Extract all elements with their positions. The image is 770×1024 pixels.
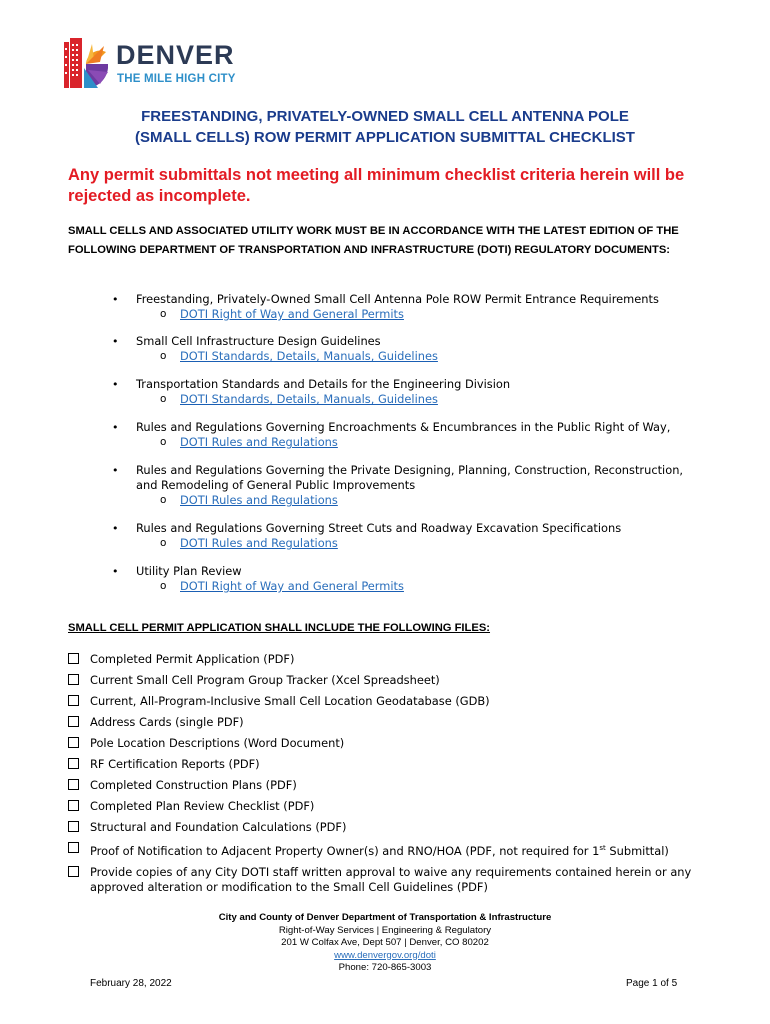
list-item bbox=[108, 292, 708, 322]
files-heading: SMALL CELL PERMIT APPLICATION SHALL INCLUDE THE FOLLOWING FILES: bbox=[68, 622, 491, 634]
checkbox-icon[interactable] bbox=[68, 779, 79, 790]
circle-bullet-icon: o bbox=[160, 537, 167, 549]
checklist-item-label: Pole Location Descriptions (Word Document) bbox=[90, 736, 345, 750]
checkbox-icon[interactable] bbox=[68, 674, 79, 685]
logo-city-name: DENVER bbox=[116, 40, 235, 70]
required-files-checklist bbox=[68, 652, 708, 901]
bullet-icon: • bbox=[112, 565, 119, 578]
denver-logo-mark-icon bbox=[64, 38, 108, 92]
regulation-sublink bbox=[136, 536, 708, 551]
checklist-item bbox=[68, 865, 708, 895]
checklist-item-label: Current, All-Program-Inclusive Small Cell Location Geodatabase (GDB) bbox=[90, 694, 490, 708]
checklist-item bbox=[68, 757, 708, 772]
regulation-title: Freestanding, Privately-Owned Small Cell Antenna Pole ROW Permit Entrance Requirements bbox=[136, 292, 659, 306]
checklist-item bbox=[68, 715, 708, 730]
checkbox-icon[interactable] bbox=[68, 695, 79, 706]
document-title bbox=[60, 106, 710, 148]
checklist-item-label: Structural and Foundation Calculations (PDF) bbox=[90, 820, 347, 834]
circle-bullet-icon: o bbox=[160, 308, 167, 320]
regulation-title: Utility Plan Review bbox=[136, 564, 242, 578]
document-date: February 28, 2022 bbox=[90, 978, 172, 989]
regulation-title: Rules and Regulations Governing Street Cuts and Roadway Excavation Specifications bbox=[136, 521, 622, 535]
regulation-title: Rules and Regulations Governing the Private Designing, Planning, Construction, Reconstruction, and Remodeling of General Public Improvements bbox=[136, 463, 684, 492]
list-item bbox=[108, 463, 708, 508]
checkbox-icon[interactable] bbox=[68, 800, 79, 811]
regulation-title: Rules and Regulations Governing Encroachments & Encumbrances in the Public Right of Way, bbox=[136, 420, 671, 434]
checkbox-icon[interactable] bbox=[68, 716, 79, 727]
logo-tagline: THE MILE HIGH CITY bbox=[117, 73, 236, 85]
checklist-item-label: Completed Permit Application (PDF) bbox=[90, 652, 295, 666]
checklist-item bbox=[68, 820, 708, 835]
checklist-item bbox=[68, 694, 708, 709]
list-item bbox=[108, 377, 708, 407]
checklist-item bbox=[68, 799, 708, 814]
doti-link[interactable]: DOTI Standards, Details, Manuals, Guidelines bbox=[180, 349, 438, 363]
doti-link[interactable]: DOTI Right of Way and General Permits bbox=[180, 307, 404, 321]
bullet-icon: • bbox=[112, 464, 119, 477]
bullet-icon: • bbox=[112, 378, 119, 391]
footer-org: City and County of Denver Department of Transportation & Infrastructure bbox=[218, 912, 552, 923]
checkbox-icon[interactable] bbox=[68, 821, 79, 832]
regulation-sublink bbox=[136, 493, 708, 508]
page-footer bbox=[0, 912, 770, 975]
regulatory-intro: SMALL CELLS AND ASSOCIATED UTILITY WORK MUST BE IN ACCORDANCE WITH THE LATEST EDITION OF THE FOLLOWING DEPARTMENT OF TRANSPORTATION AND INFRASTRUCTURE (DOTI) REGULATORY DOCUMENTS: bbox=[68, 225, 679, 256]
doti-link[interactable]: DOTI Right of Way and General Permits bbox=[180, 579, 404, 593]
notification-label-part2: Submittal) bbox=[605, 843, 669, 858]
regulation-sublink bbox=[136, 579, 708, 594]
circle-bullet-icon: o bbox=[160, 393, 167, 405]
checkbox-icon[interactable] bbox=[68, 842, 79, 853]
regulation-title: Small Cell Infrastructure Design Guidelines bbox=[136, 334, 381, 348]
checkbox-icon[interactable] bbox=[68, 737, 79, 748]
footer-phone: Phone: 720-865-3003 bbox=[338, 962, 432, 973]
checklist-item-label: Completed Construction Plans (PDF) bbox=[90, 778, 297, 792]
checklist-item bbox=[68, 778, 708, 793]
bullet-icon: • bbox=[112, 335, 119, 348]
regulatory-documents-list bbox=[108, 292, 708, 594]
page-number: Page 1 of 5 bbox=[626, 978, 678, 989]
checklist-item-label: RF Certification Reports (PDF) bbox=[90, 757, 260, 771]
checkbox-icon[interactable] bbox=[68, 758, 79, 769]
circle-bullet-icon: o bbox=[160, 436, 167, 448]
title-line-2: (SMALL CELLS) ROW PERMIT APPLICATION SUBMITTAL CHECKLIST bbox=[135, 129, 635, 146]
footer-url-link[interactable]: www.denvergov.org/doti bbox=[334, 949, 436, 961]
denver-logo bbox=[64, 38, 254, 94]
list-item bbox=[108, 420, 708, 450]
superscript-st: st bbox=[599, 844, 606, 852]
circle-bullet-icon: o bbox=[160, 350, 167, 362]
list-item bbox=[108, 564, 708, 594]
list-item bbox=[108, 521, 708, 551]
doti-link[interactable]: DOTI Rules and Regulations bbox=[180, 493, 338, 507]
doti-link[interactable]: DOTI Rules and Regulations bbox=[180, 536, 338, 550]
regulation-title: Transportation Standards and Details for the Engineering Division bbox=[136, 377, 511, 391]
regulation-sublink bbox=[136, 307, 708, 322]
bullet-icon: • bbox=[112, 421, 119, 434]
notification-label-part1: Proof of Notification to Adjacent Property Owner(s) and RNO/HOA (PDF, not required for 1 bbox=[90, 843, 600, 858]
checklist-item-label: Provide copies of any City DOTI staff written approval to waive any requirements contained herein or any approved alteration or modification to the Small Cell Guidelines (PDF) bbox=[90, 864, 692, 894]
regulation-sublink bbox=[136, 392, 708, 407]
footer-dept: Right-of-Way Services | Engineering & Regulatory bbox=[278, 924, 492, 936]
checklist-item bbox=[68, 841, 708, 859]
footer-address: 201 W Colfax Ave, Dept 507 | Denver, CO 80202 bbox=[281, 937, 489, 948]
bullet-icon: • bbox=[112, 522, 119, 535]
checklist-item bbox=[68, 673, 708, 688]
doti-link[interactable]: DOTI Standards, Details, Manuals, Guidelines bbox=[180, 392, 438, 406]
regulation-sublink bbox=[136, 435, 708, 450]
rejection-warning: Any permit submittals not meeting all minimum checklist criteria herein will be rejected as incomplete. bbox=[68, 166, 685, 205]
checklist-item bbox=[68, 736, 708, 751]
circle-bullet-icon: o bbox=[160, 494, 167, 506]
checkbox-icon[interactable] bbox=[68, 866, 79, 877]
circle-bullet-icon: o bbox=[160, 580, 167, 592]
list-item bbox=[108, 334, 708, 364]
doti-link[interactable]: DOTI Rules and Regulations bbox=[180, 435, 338, 449]
checklist-item-label: Completed Plan Review Checklist (PDF) bbox=[90, 799, 315, 813]
bullet-icon: • bbox=[112, 293, 119, 306]
checklist-item-label: Current Small Cell Program Group Tracker (Xcel Spreadsheet) bbox=[90, 673, 440, 687]
regulation-sublink bbox=[136, 349, 708, 364]
checklist-item bbox=[68, 652, 708, 667]
checklist-item-label: Address Cards (single PDF) bbox=[90, 715, 244, 729]
checkbox-icon[interactable] bbox=[68, 653, 79, 664]
title-line-1: FREESTANDING, PRIVATELY-OWNED SMALL CELL ANTENNA POLE bbox=[141, 108, 629, 125]
